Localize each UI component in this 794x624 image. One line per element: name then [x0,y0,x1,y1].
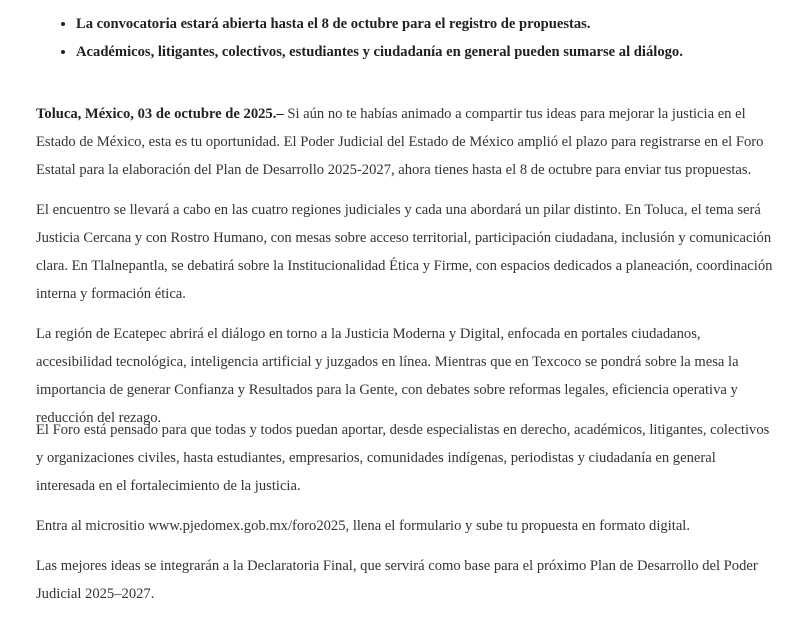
highlight-item: • La convocatoria estará abierta hasta el 8 de octubre para el registro de propuestas. [76,14,776,34]
intro-text: Si aún no te habías animado a compartir tus ideas para mejorar la justicia en el Estado de México, esta es tu oportunidad. El Poder Judicial del Estado de México amplió el plazo para registrarse en el Foro Estatal para la elaboración del Plan de Desarrollo 2025-2027, ahora tienes hasta el 8 de octubre para enviar tus propuestas. [36,106,764,178]
article-paragraph: La región de Ecatepec abrirá el diálogo en torno a la Justicia Moderna y Digital, enfocada en portales ciudadanos, accesibilidad tecnológica, inteligencia artificial y juzgados en línea. Mientras que en Texcoco se pondrá sobre la mesa la importancia de generar Confianza y Resultados para la Gente, con debates sobre reformas legales, eficiencia operativa y reducción del rezago. [36,326,739,426]
dateline: Toluca, México, 03 de octubre de 2025.– [36,106,284,122]
highlight-item: • Académicos, litigantes, colectivos, estudiantes y ciudadanía en general pueden sumarse al diálogo. [76,42,776,62]
article-paragraph: Entra al micrositio www.pjedomex.gob.mx/foro2025, llena el formulario y sube tu propuesta en formato digital. [36,518,690,534]
article-paragraph: Las mejores ideas se integrarán a la Declaratoria Final, que servirá como base para el próximo Plan de Desarrollo del Poder Judicial 2025–2027. [36,558,758,602]
highlights-list [76,14,776,70]
article-paragraph-intro [36,100,776,184]
article-paragraph: El Foro está pensado para que todas y todos puedan aportar, desde especialistas en derecho, académicos, litigantes, colectivos y organizaciones civiles, hasta estudiantes, empresarios, comunidades indígenas, periodistas y ciudadanía en general interesada en el fortalecimiento de la justicia. [36,422,770,494]
article-paragraph: El encuentro se llevará a cabo en las cuatro regiones judiciales y cada una abordará un pilar distinto. En Toluca, el tema será Justicia Cercana y con Rostro Humano, con mesas sobre acceso territorial, participación ciudadana, inclusión y comunicación clara. En Tlalnepantla, se debatirá sobre la Institucionalidad Ética y Firme, con espacios dedicados a planeación, coordinación interna y formación ética. [36,202,773,302]
